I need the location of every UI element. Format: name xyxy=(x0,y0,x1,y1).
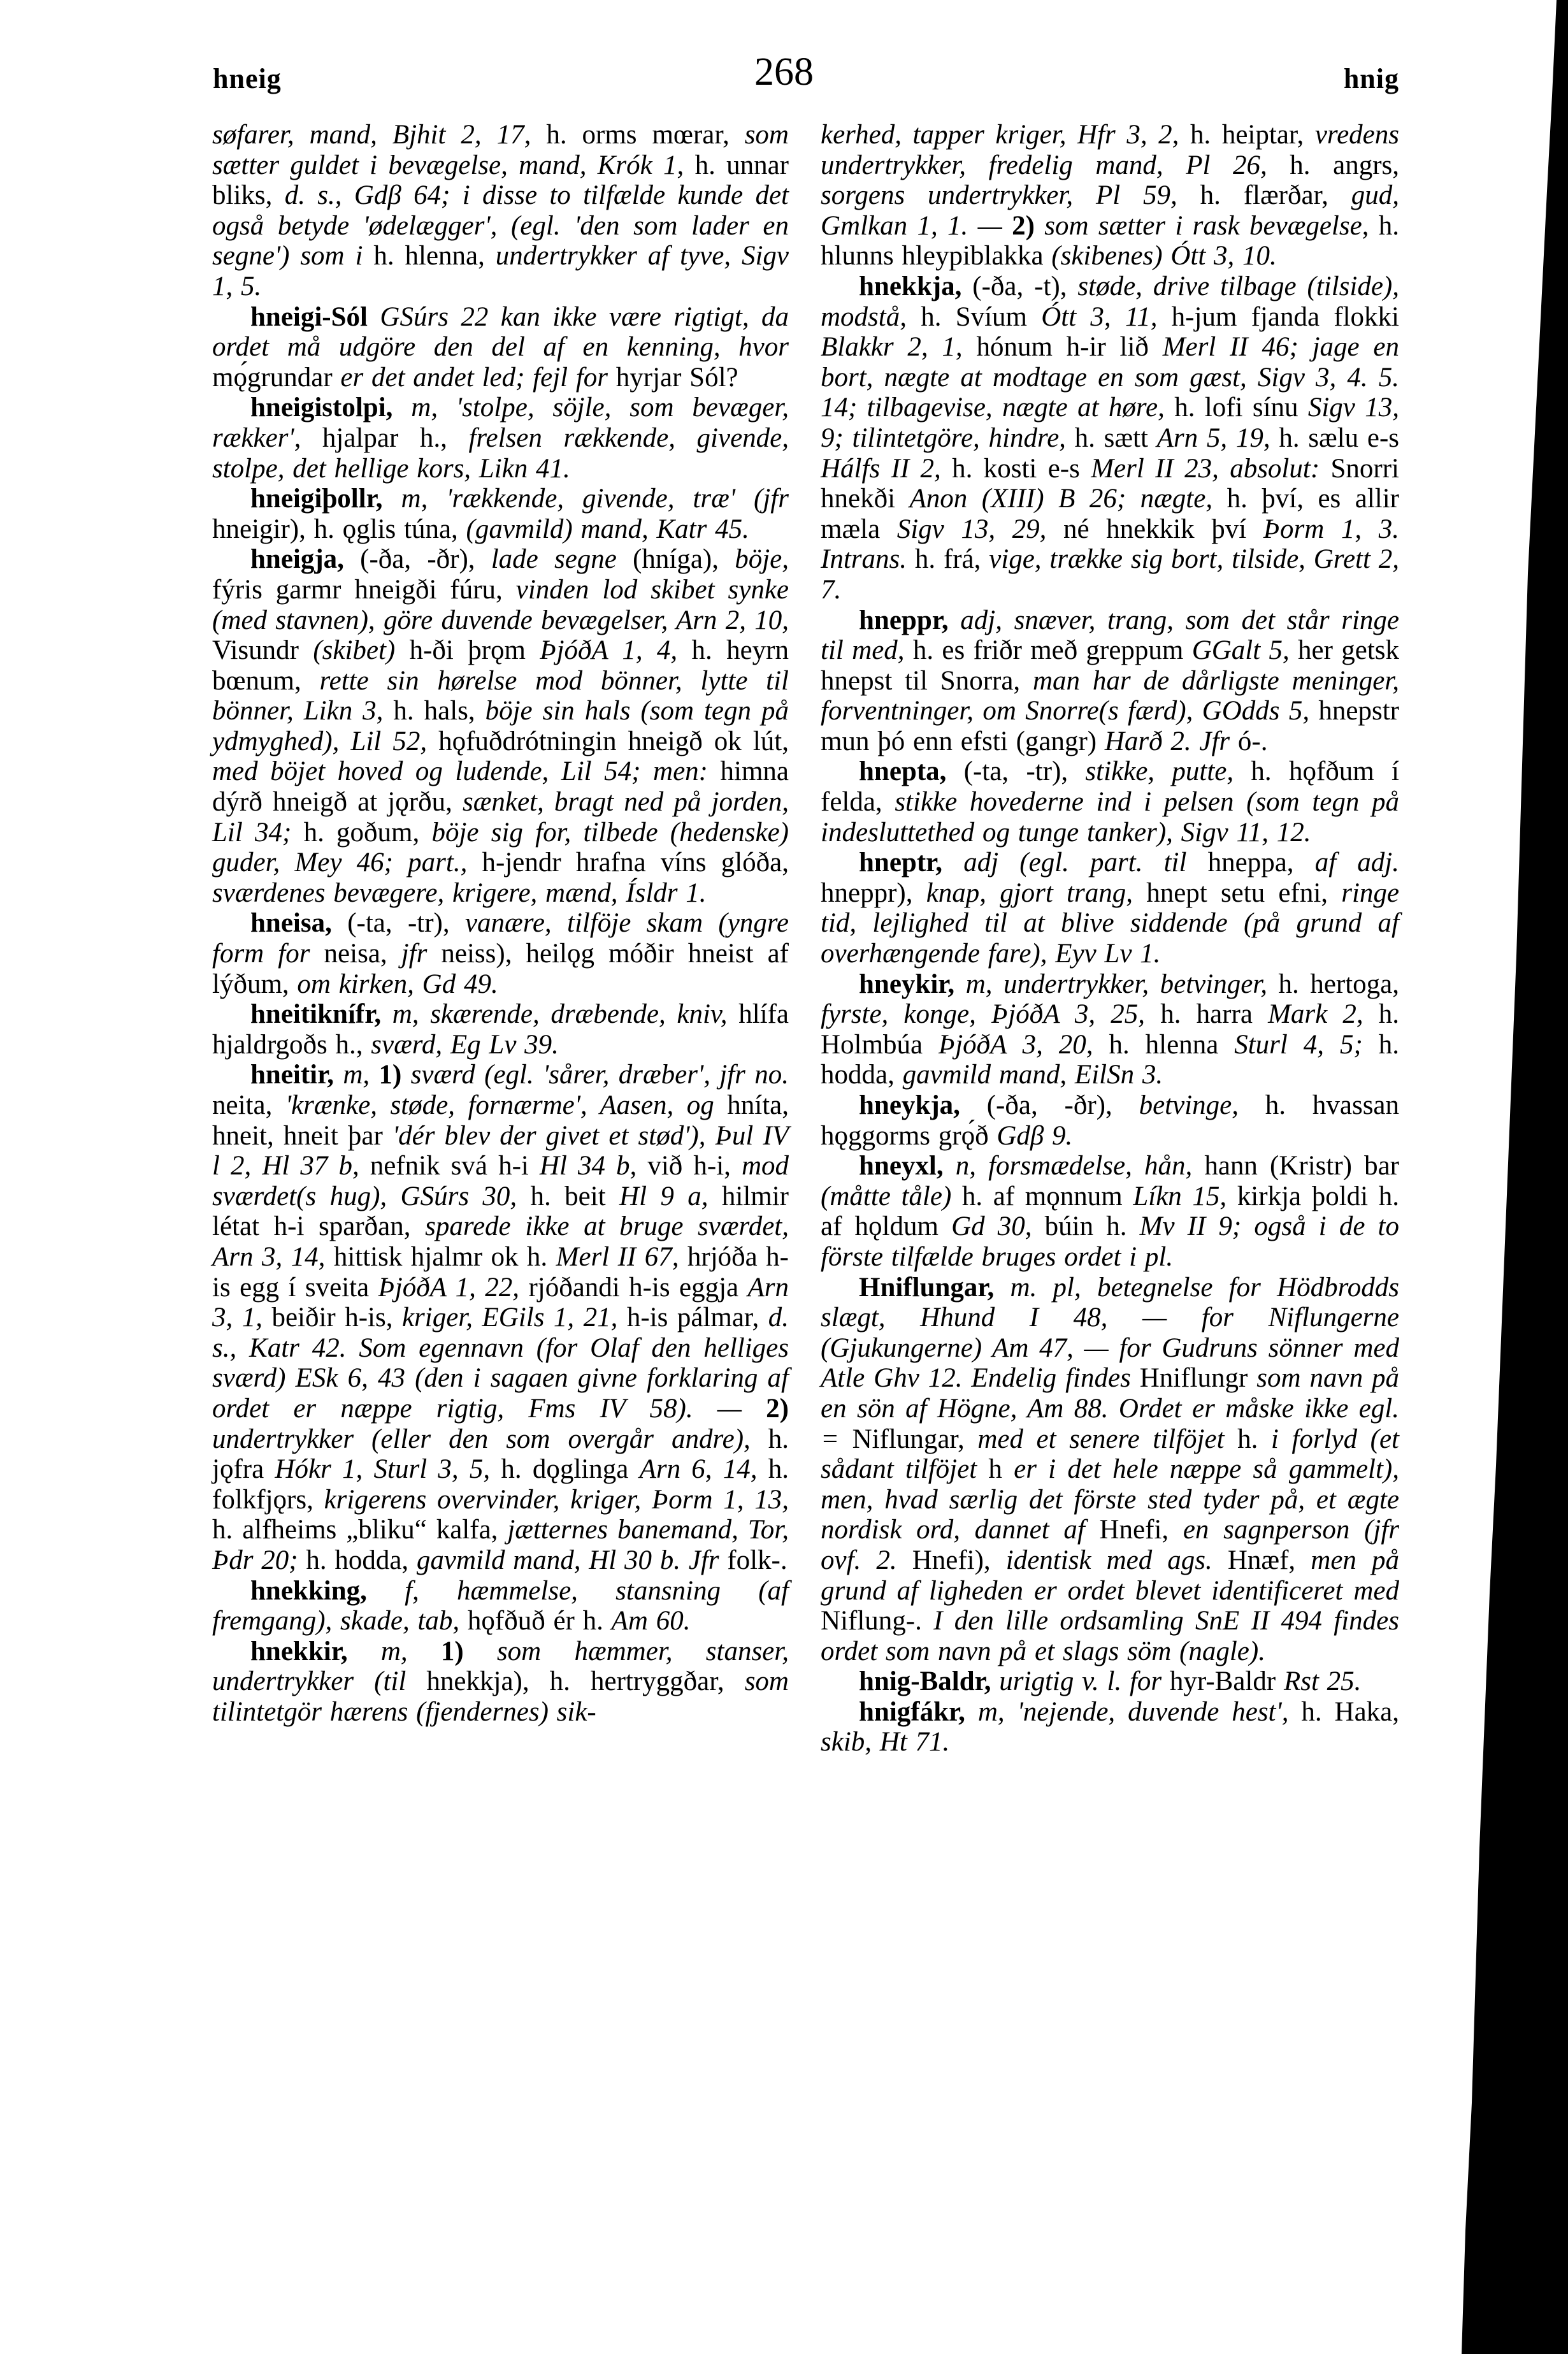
entry-text: m, xyxy=(380,1636,441,1666)
entry-text: kirkja þoldi h. af hǫldum xyxy=(821,1181,1399,1242)
entry-text: h. Holmbúa xyxy=(821,999,1400,1060)
dictionary-entry xyxy=(821,271,1399,605)
entry-text: Hl 9 a, xyxy=(619,1181,722,1211)
entry-text: her getsk hnepst til Snorra, xyxy=(821,635,1400,696)
entry-text: Mark 2, xyxy=(1268,999,1379,1030)
entry-text: Am 60. xyxy=(611,1606,691,1636)
entry-text: h. harra xyxy=(1160,999,1269,1030)
dictionary-entry xyxy=(212,302,789,393)
entry-text: d. s., Gdβ 64; i disse to tilfælde kunde det også betyde 'ødelægger', (egl. 'den som lader en segne') som i xyxy=(212,180,789,271)
entry-text: (skibenes) Ótt 3, 10. xyxy=(1051,241,1277,271)
entry-text: hyrjar Sól? xyxy=(615,362,738,393)
entry-text: h. hals, xyxy=(393,696,486,726)
entry-text: som tilintetgör hærens (fjendernes) sik- xyxy=(212,1666,789,1727)
entry-text: h. kosti e-s xyxy=(952,453,1091,484)
entry-text: hónum h-ir lið xyxy=(976,332,1163,363)
entry-text: krigerens overvinder, kriger, Þorm 1, 13, xyxy=(324,1484,789,1515)
entry-text: né hnekkik því xyxy=(1063,514,1263,544)
entry-text: Blakkr 2, 1, xyxy=(821,332,977,363)
headword: hneigistolpi, xyxy=(250,393,412,423)
entry-text: hnepstr mun þó enn efsti (gangr) xyxy=(821,696,1399,756)
entry-text: n, forsmædelse, hån, xyxy=(955,1151,1205,1181)
entry-text: hneppr), xyxy=(821,877,926,908)
entry-text: h. orms mœrar, xyxy=(546,120,745,150)
entry-text: som sætter i rask bevægelse, xyxy=(1044,210,1379,241)
entry-text: h. hvassan hǫggorms grǫ́ð xyxy=(821,1090,1400,1151)
column-left xyxy=(212,120,789,1727)
headword: hneptr, xyxy=(859,848,964,878)
entry-text: adj, snæver, trang, som det står ringe til med, xyxy=(821,605,1399,666)
entry-text: h. Haka, xyxy=(1301,1696,1399,1727)
entry-text: böje sin hals (som tegn på ydmyghed), Lil 52, xyxy=(212,696,789,756)
entry-text: m, 'nejende, duvende hest', xyxy=(977,1696,1302,1727)
entry-text: stikke hovederne ind i pelsen (som tegn på indesluttethed og tunge tanker), Sigv 11, 12. xyxy=(821,787,1400,848)
entry-text: gavmild mand, Hl 30 b. Jfr xyxy=(416,1545,728,1575)
entry-text: hnekkja), h. hertryggðar, xyxy=(426,1666,745,1697)
headword: 1) xyxy=(440,1636,497,1666)
entry-text: h. því, es allir mæla xyxy=(821,484,1399,544)
entry-text: h-is pálmar, xyxy=(626,1303,768,1333)
entry-text: h. hlunns hleypiblakka xyxy=(821,210,1400,271)
entry-text: ringe tid, lejlighed til at blive siddende (på grund af overhængende fare), Eyv Lv 1. xyxy=(821,877,1399,969)
entry-text: h. frá, xyxy=(914,544,989,575)
entry-text: h. hǫfðum í felda, xyxy=(821,756,1399,818)
entry-text: h. goðum, xyxy=(303,817,432,848)
entry-text: ÞjóðA 3, 20, xyxy=(938,1029,1109,1060)
dictionary-entry xyxy=(821,756,1399,848)
entry-text: hilmir létat h-i sparðan, xyxy=(212,1181,789,1242)
entry-text: Merl II 67, xyxy=(556,1241,687,1272)
dictionary-entry xyxy=(212,484,789,544)
scan-edge-artifact xyxy=(1457,0,1568,2354)
entry-text: undertrykker af tyve, Sigv 1, 5. xyxy=(212,241,789,301)
entry-text: 'krænke, støde, fornærme', Aasen, og xyxy=(285,1090,728,1120)
entry-text: m, xyxy=(343,1060,379,1090)
entry-text: neita, xyxy=(212,1090,285,1120)
entry-text: rjóðandi h-is eggja xyxy=(528,1272,748,1303)
dictionary-entry xyxy=(212,908,789,999)
entry-text: neiss), heilǫg móðir hneist af lýðum, xyxy=(212,939,789,999)
entry-text: hneppa, xyxy=(1207,848,1315,878)
headword: hneitiknífr, xyxy=(250,999,392,1030)
entry-text: hjalpar h., xyxy=(322,422,469,453)
entry-text: I den lille ordsamling SnE II 494 findes ordet som navn på et slags söm (nagle). xyxy=(821,1606,1399,1666)
entry-text: (skibet) xyxy=(313,635,410,666)
entry-text: Hniflungr xyxy=(1139,1363,1257,1394)
entry-text: Visundr xyxy=(212,635,313,666)
entry-text: h. heyrn bœnum, xyxy=(212,635,789,696)
entry-text: h. flærðar, xyxy=(1200,180,1351,211)
entry-text: h. unnar bliks, xyxy=(212,150,789,211)
entry-text: böje sig for, tilbede (hedenske) guder, Mey 46; part., xyxy=(212,817,789,878)
entry-text: hyr-Baldr xyxy=(1169,1666,1284,1697)
entry-text: m, skærende, dræbende, kniv, xyxy=(392,999,739,1030)
entry-text: h. hodda, xyxy=(821,1029,1399,1090)
entry-text: hrjóða h-is egg í sveita xyxy=(212,1241,789,1303)
entry-text: ÞjóðA 1, 22, xyxy=(378,1272,529,1303)
headword: hneigja, xyxy=(250,544,361,575)
entry-text: Líkn 15, xyxy=(1133,1181,1237,1211)
entry-text: við h-i, xyxy=(647,1151,742,1181)
entry-text: Gdβ 9. xyxy=(996,1120,1073,1151)
entry-text: h. xyxy=(1237,1424,1271,1454)
entry-text: er i det hele næppe så gammelt), men, hvad særlig det förste sted tyder på, et ægte nordisk ord, dannet af xyxy=(821,1454,1399,1545)
entry-text: om kirken, Gd 49. xyxy=(297,969,498,999)
entry-text: sparede ikke at bruge sværdet, Arn 3, 14, xyxy=(212,1211,789,1272)
headword: Hniflungar, xyxy=(859,1272,1011,1303)
entry-text: undertrykker (eller den som overgår andre), xyxy=(212,1424,768,1454)
dictionary-entry xyxy=(821,120,1399,271)
headword: hneppr, xyxy=(859,605,961,635)
entry-text: jætternes banemand, Tor, Þdr 20; xyxy=(212,1515,789,1575)
entry-text: beiðir h-is, xyxy=(271,1303,402,1333)
entry-text: vredens undertrykker, fredelig mand, Pl 26, xyxy=(821,120,1399,180)
entry-text: m, undertrykker, betvinger, xyxy=(965,969,1279,999)
dictionary-entry xyxy=(212,1060,789,1575)
entry-text: h. af mǫnnum xyxy=(961,1181,1133,1211)
entry-text: vige, trække sig bort, tilside, Grett 2, 7. xyxy=(821,544,1399,605)
entry-text: h. hlenna, xyxy=(373,241,496,271)
headword: 2) xyxy=(766,1393,789,1424)
entry-text: sværdenes bevægere, krigere, mænd, Ísldr 1. xyxy=(212,877,707,908)
entry-text: Hnefi, xyxy=(1099,1515,1183,1545)
entry-text: Hnæf, xyxy=(1227,1545,1311,1575)
entry-text: böje, xyxy=(735,544,789,575)
entry-text: Hálfs II 2, xyxy=(821,453,953,484)
entry-text: er det andet led; fejl for xyxy=(340,362,616,393)
entry-text: neisa, xyxy=(324,939,401,969)
entry-text: Gd 30, xyxy=(951,1211,1045,1242)
entry-text: stikke, putte, xyxy=(1085,756,1251,787)
entry-text: Rst 25. xyxy=(1283,1666,1362,1697)
entry-text: Merl II 23, absolut: xyxy=(1091,453,1331,484)
entry-text: mod sværdet(s hug), GSúrs 30, xyxy=(212,1151,789,1211)
running-head-left: hneig xyxy=(213,63,282,94)
entry-text: h. jǫfra xyxy=(212,1424,789,1485)
entry-text: Hl 34 b, xyxy=(539,1151,648,1181)
entry-text: Þorm 1, 3. Intrans. xyxy=(821,514,1399,575)
dictionary-entry xyxy=(821,1273,1399,1667)
entry-text: knap, gjort trang, xyxy=(926,877,1147,908)
headword: hnekkja, xyxy=(859,271,973,301)
entry-text: hnept setu efni, xyxy=(1146,877,1342,908)
entry-text: (-ða, -ðr), xyxy=(986,1090,1139,1120)
entry-text: hann (Kristr) bar xyxy=(1204,1151,1400,1181)
entry-text: jfr xyxy=(401,939,442,969)
entry-text: Snorri hnekði xyxy=(821,453,1399,514)
entry-text: mǫ́grundar xyxy=(212,362,341,393)
dictionary-entry xyxy=(821,605,1399,757)
entry-text: som navn på en sön af Högne, Am 88. Ordet er måske ikke egl. = xyxy=(821,1363,1399,1454)
entry-text: h. angrs, xyxy=(1290,150,1399,180)
entry-text: m, 'stolpe, söjle, som bevæger, rækker', xyxy=(212,393,789,453)
entry-text: Sturl 4, 5; xyxy=(1234,1029,1379,1060)
entry-text: (måtte tåle) xyxy=(821,1181,962,1211)
headword: 2) xyxy=(1012,210,1045,241)
dictionary-entry xyxy=(212,999,789,1060)
dictionary-entry xyxy=(821,969,1399,1090)
entry-text: h. lofi sínu xyxy=(1174,393,1308,423)
entry-text: 'dér blev der givet et stød'), Þul IV l 2, Hl 37 b, xyxy=(212,1120,789,1181)
entry-text: h. Svíum xyxy=(921,301,1042,332)
entry-text: identisk med ags. xyxy=(1005,1545,1228,1575)
entry-text: h. beit xyxy=(530,1181,620,1211)
entry-text: sænket, bragt ned på jorden, Lil 34; xyxy=(212,787,789,848)
entry-text: Sigv 13, 29, xyxy=(896,514,1063,544)
entry-text: lade segne xyxy=(491,544,633,575)
entry-text: skib, Ht 71. xyxy=(821,1727,950,1758)
entry-text: med böjet hoved og ludende, Lil 54; men: xyxy=(212,756,721,787)
entry-text: kriger, EGils 1, 21, xyxy=(401,1303,627,1333)
entry-text: h-jendr hrafna víns glóða, xyxy=(482,848,789,878)
entry-text: Anon (XIII) B 26; nægte, xyxy=(909,484,1227,514)
dictionary-entry xyxy=(212,393,789,484)
dictionary-entry xyxy=(821,1151,1399,1272)
entry-text: Hókr 1, Sturl 3, 5, xyxy=(275,1454,501,1485)
dictionary-entry xyxy=(212,1576,789,1636)
entry-text: en sagnperson (jfr ovf. 2. xyxy=(821,1515,1400,1575)
headword: hneitir, xyxy=(250,1060,343,1090)
entry-text: h. hertoga, xyxy=(1278,969,1399,999)
entry-text: h. sælu e-s xyxy=(1279,422,1400,453)
headword: hneykir, xyxy=(859,969,966,999)
headword: hneykja, xyxy=(859,1090,987,1120)
entry-text: hǫfuðdrótningin hneigð ok lút, xyxy=(438,726,789,756)
entry-text: h. es friðr með greppum xyxy=(912,635,1192,666)
entry-text: adj (egl. part. til xyxy=(963,848,1208,878)
entry-text: som sætter guldet i bevægelse, mand, Krók 1, xyxy=(212,120,789,180)
column-right xyxy=(821,120,1399,1758)
entry-text: ó-. xyxy=(1237,726,1268,756)
entry-text: urigtig v. l. for xyxy=(999,1666,1170,1697)
running-head-right: hnig xyxy=(1343,63,1399,94)
entry-text: man har de dårligste meninger, forventninger, om Snorre(s færd), GOdds 5, xyxy=(821,665,1399,726)
dictionary-entry xyxy=(821,1697,1399,1758)
entry-text: GSúrs 22 kan ikke være rigtigt, da ordet må udgöre den del af en kenning, hvor xyxy=(212,301,789,363)
entry-text: (-ta, -tr), xyxy=(963,756,1086,787)
entry-text: som hæmmer, stanser, undertrykker (til xyxy=(212,1636,789,1697)
entry-text: Arn 6, 14, xyxy=(639,1454,768,1485)
entry-text: nefnik svá h-i xyxy=(370,1151,540,1181)
dictionary-entry xyxy=(212,544,789,908)
page-number: 268 xyxy=(754,50,814,94)
entry-text: f, hæmmelse, stansning (af fremgang), skade, tab, xyxy=(212,1575,789,1636)
dictionary-entry xyxy=(821,848,1399,969)
headword: hneisa, xyxy=(250,908,348,939)
entry-text: fýris garmr hneigði fúru, xyxy=(212,574,516,605)
entry-text: folk-. xyxy=(727,1545,788,1575)
dictionary-entry xyxy=(821,1666,1399,1697)
entry-text: Mv II 9; også i de to förste tilfælde bruges ordet i pl. xyxy=(821,1211,1399,1272)
entry-text: men på grund af ligheden er ordet blevet identificeret med xyxy=(821,1545,1399,1606)
headword: hneigiþollr, xyxy=(250,484,401,514)
entry-text: rette sin hørelse mod bönner, lytte til bönner, Likn 3, xyxy=(212,665,789,726)
entry-text: (hníga), xyxy=(633,544,735,575)
entry-text: ÞjóðA 1, 4, xyxy=(540,635,692,666)
entry-text: h-ði þrǫm xyxy=(409,635,540,666)
entry-text: kerhed, tapper kriger, Hfr 3, 2, xyxy=(821,120,1191,150)
entry-text: støde, drive tilbage (tilside), modstå, xyxy=(821,271,1399,332)
entry-text: betvinge, xyxy=(1139,1090,1265,1120)
entry-text: fyrste, konge, ÞjóðA 3, 25, xyxy=(821,999,1161,1030)
entry-text: h. alfheims „bliku“ kalfa, xyxy=(212,1515,508,1545)
entry-text: (-ta, -tr), xyxy=(347,908,465,939)
entry-text: Arn 5, 19, xyxy=(1156,422,1279,453)
entry-text: sværd, Eg Lv 39. xyxy=(371,1029,559,1060)
dictionary-entry xyxy=(212,1636,789,1728)
entry-text: i forlyd (et sådant tilföjet xyxy=(821,1424,1399,1485)
headword: hneigi-Sól xyxy=(250,301,380,332)
entry-text: gud, Gmlkan 1, 1. — xyxy=(821,180,1400,241)
entry-text: af adj. xyxy=(1314,848,1399,878)
entry-text: Niflung-. xyxy=(821,1606,934,1636)
entry-text: GGalt 5, xyxy=(1191,635,1298,666)
entry-text: h. heiptar, xyxy=(1190,120,1315,150)
entry-text: Harð 2. Jfr xyxy=(1104,726,1238,756)
entry-text: h. hlenna xyxy=(1109,1029,1235,1060)
entry-text: h. dǫglinga xyxy=(501,1454,640,1485)
headword: hnig-Baldr, xyxy=(859,1666,1000,1697)
headword: 1) xyxy=(378,1060,411,1090)
headword: hnekkir, xyxy=(250,1636,381,1666)
entry-text: vanære, tilföje skam (yngre form for xyxy=(212,908,789,969)
entry-text: (-ða, -ðr), xyxy=(360,544,491,575)
entry-text: h. folkfjǫrs, xyxy=(212,1454,789,1515)
entry-text: Arn 3, 1, xyxy=(212,1272,789,1333)
entry-text: m, 'rækkende, givende, træ' (jfr xyxy=(401,484,789,514)
dictionary-entry xyxy=(212,120,789,302)
entry-text: d. s., Katr 42. Som egennavn (for Olaf den helliges sværd) ESk 6, 43 (den i sagaen givne forklaring af ordet er næppe rigtig, Fms IV 58). — xyxy=(212,1303,789,1424)
entry-text: gavmild mand, EilSn 3. xyxy=(902,1060,1163,1090)
entry-text: Ótt 3, 11, xyxy=(1041,301,1172,332)
headword: hnigfákr, xyxy=(859,1696,978,1727)
entry-text: (gavmild) mand, Katr 45. xyxy=(466,514,749,544)
headword: hnekking, xyxy=(250,1575,405,1606)
entry-text: búin h. xyxy=(1044,1211,1140,1242)
entry-text: m. pl, betegnelse for Hödbrodds slægt, Hhund I 48, — for Niflungerne (Gjukungerne) Am 47, — for Gudruns sönner med Atle Ghv 12. Endelig findes xyxy=(821,1272,1400,1394)
entry-text: Hnefi), xyxy=(912,1545,1006,1575)
entry-text: vinden lod skibet synke (med stavnen), göre duvende bevægelser, Arn 2, 10, xyxy=(212,574,789,635)
entry-text: (-ða, -t), xyxy=(972,271,1078,301)
dictionary-entry xyxy=(821,1090,1399,1151)
entry-text: hníta, hneit, hneit þar xyxy=(212,1090,789,1151)
entry-text: sværd (egl. 'sårer, dræber', jfr no. xyxy=(410,1060,789,1090)
headword: hnepta, xyxy=(859,756,964,787)
entry-text: hǫfðuð ér h. xyxy=(467,1606,612,1636)
entry-text: h. hodda, xyxy=(306,1545,417,1575)
entry-text: h. sætt xyxy=(1074,422,1157,453)
entry-text: søfarer, mand, Bjhit 2, 17, xyxy=(212,120,547,150)
entry-text: hneigir), h. ǫglis túna, xyxy=(212,514,466,544)
entry-text: hlífa hjaldrgoðs h., xyxy=(212,999,789,1060)
entry-text: hittisk hjalmr ok h. xyxy=(333,1241,556,1272)
entry-text: med et senere tilföjet xyxy=(977,1424,1238,1454)
entry-text: h-jum fjanda flokki xyxy=(1171,301,1399,332)
entry-text: frelsen rækkende, givende, stolpe, det hellige kors, Likn 41. xyxy=(212,422,789,484)
headword: hneyxl, xyxy=(859,1151,956,1181)
entry-text: Niflungar, xyxy=(852,1424,978,1454)
entry-text: himna dýrð hneigð at jǫrðu, xyxy=(212,756,789,818)
entry-text: sorgens undertrykker, Pl 59, xyxy=(821,180,1200,211)
entry-text: Merl II 46; jage en bort, nægte at modtage en som gæst, Sigv 3, 4. 5. 14; tilbagevise, nægte at høre, xyxy=(821,332,1399,423)
entry-text: Sigv 13, 9; tilintetgöre, hindre, xyxy=(821,393,1399,453)
entry-text: h xyxy=(988,1454,1014,1485)
